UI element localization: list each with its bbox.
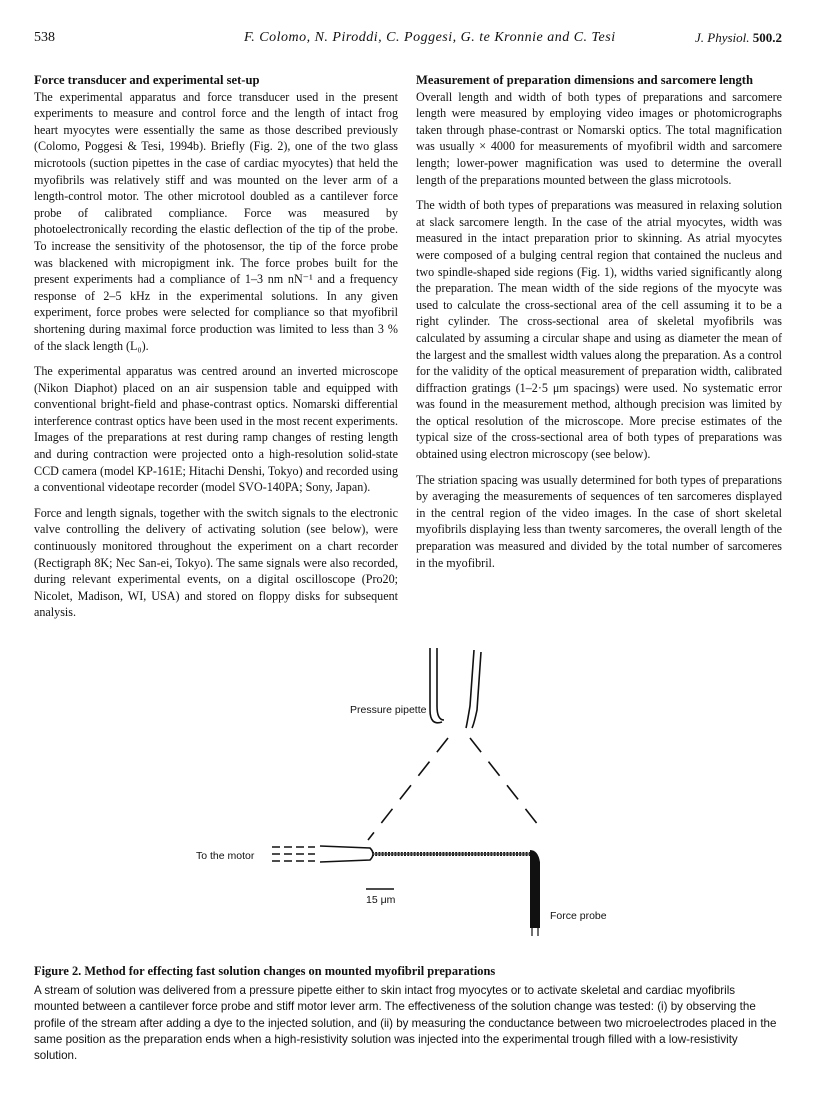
paragraph: The experimental apparatus was centred around an inverted microscope (Nikon Diaphot) placed on an air suspension table and equipped with conventional bright-field and phase-contrast optics. Nomarski differential interference contrast optics have been used in the most recent experiments. Images of the preparations at rest during ramp changes of resting length and during contraction were projected onto a high-resolution solid-state CCD camera (model KP-161E; Hitachi Denshi, Tokyo) and recorded using a conventional videotape recorder (model SVO-140PA; Sony, Japan). <box>34 364 398 495</box>
caption-body: A stream of solution was delivered from a pressure pipette either to skin intact frog myocytes or to activate skeletal and cardiac myofibrils mounted between a cantilever force probe and stiff motor lever arm. The effectiveness of the solution change was tested: (i) by observing the profile of the stream after adding a dye to the injected solution, and (ii) by measuring the conductance between two microelectrodes placed in the same position as the preparation ends when a high-resistivity solution was injected into the experimental trough filled with a low-resistivity solution. <box>34 984 777 1063</box>
section-heading-force-transducer: Force transducer and experimental set-up <box>34 73 260 87</box>
right-column <box>416 72 782 580</box>
paragraph: The width of both types of preparations was measured in relaxing solution at slack sarcomere length. In the case of the atrial myocytes, width was measured in the intact preparation prior to skinning. As atrial myocytes were composed of a bulging central region that contained the nucleus and two spindle-shaped side regions (Fig. 1), widths varied significantly along the preparation. The mean width of the side regions of the myocyte was used to calculate the cross-sectional area of the cell assuming it to be a right cylinder. The cross-sectional area of skeletal myofibrils was calculated by assuming a circular shape and using as diameter the mean of the largest and the smallest width values along the preparation. As a control for the validity of the optical measurement of preparation width, calibrated diffraction gratings (1–2·5 μm spacings) were used. No systematic error was found in the measurement method, although precision was limited by the optical resolution of the microscope. More precise estimates of the typical size of the cross-sectional area of both types of preparations was obtained using electron microscopy (see below). <box>416 198 782 462</box>
section-heading-measurement: Measurement of preparation dimensions and sarcomere length <box>416 73 753 87</box>
running-header <box>34 30 782 50</box>
figure-2-diagram <box>180 640 640 940</box>
apparatus-drawing <box>180 640 640 940</box>
motor-tool-tip <box>320 846 373 862</box>
pipette-right-wall <box>466 650 474 728</box>
label-force-probe: Force probe <box>550 910 607 922</box>
stream-right-edge <box>470 738 542 830</box>
running-authors: F. Colomo, N. Piroddi, C. Poggesi, G. te Kronnie and C. Tesi <box>244 30 616 45</box>
journal-name: J. Physiol. <box>694 30 750 45</box>
label-pressure-pipette: Pressure pipette <box>350 704 427 716</box>
force-probe-body <box>530 850 540 928</box>
paragraph: Force and length signals, together with the switch signals to the electronic valve controlling the delivery of activating solution (see below), were continuously monitored throughout the experiment on a chart recorder (Rectigraph 8K; Nec San-ei, Tokyo). The same signals were also recorded, during relevant experimental events, on a digital oscilloscope (Pro20; Nicolet, Madison, WI, USA) and stored on floppy disks for subsequent analysis. <box>34 505 398 620</box>
page-number: 538 <box>34 30 55 45</box>
label-scale-bar: 15 μm <box>366 894 396 906</box>
journal-volume: 500.2 <box>752 30 782 45</box>
paragraph: The experimental apparatus and force transducer used in the present experiments to measure and control force and the length of intact frog heart myocytes were essentially the same as those described previously (Colomo, Poggesi & Tesi, 1994b). Briefly (Fig. 2), one of the two glass microtools (suction pipettes in the case of cardiac myocytes) that held the myofibrils was relatively stiff and was mounted on the lever arm of a length-control motor. The other microtool doubled as a cantilever force probe of calibrated compliance. Force was measured by photoelectronically recording the elastic deflection of the tip of the probe. To increase the sensitivity of the photosensor, the tip of the force probe was blackened with micropigment ink. The force probes built for the present experiments had a compliance of 1–3 nm nN⁻¹ and a frequency response of 2–5 kHz in the experimental solutions. In any given experiment, force probes were selected for compliance so that myofibril shortening during maximal force production was limited to less than 3 % of the slack length (L₀). <box>34 89 398 353</box>
pipette-left-wall <box>430 648 442 723</box>
pipette-left-inner <box>437 648 444 720</box>
label-to-the-motor: To the motor <box>196 850 255 862</box>
paragraph: The striation spacing was usually determined for both types of preparations by averaging the measurements of sequences of ten sarcomeres displayed in the central region of the video images. In the case of short skeletal myofibrils displaying less than twenty sarcomeres, the overall length of the preparation was measured and divided by the total number of sarcomeres in the myofibril. <box>416 472 782 570</box>
paragraph: Overall length and width of both types of preparations and sarcomere length were measured by employing video images or photomicrographs taken through phase-contrast or Nomarski optics. The total magnification was usually × 4000 for measurements of myofibril width and sarcomere length; lower-power magnification was used to determine the overall length of the preparations mounted between the glass microtools. <box>416 89 782 187</box>
journal-reference <box>695 30 782 46</box>
caption-title: Figure 2. Method for effecting fast solution changes on mounted myofibril preparations <box>34 964 496 978</box>
figure-caption <box>34 963 782 1064</box>
stream-left-edge <box>368 738 448 840</box>
left-column <box>34 72 398 630</box>
